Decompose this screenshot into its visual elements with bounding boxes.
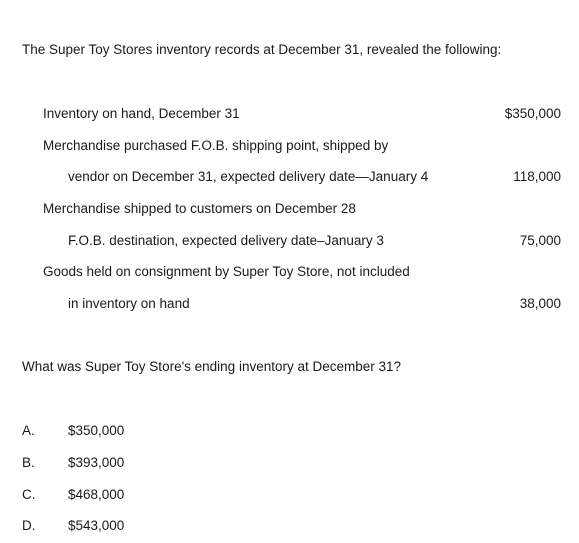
item-shipped-label: Merchandise shipped to customers on December 28 — [43, 201, 356, 216]
item-consignment-amount: 38,000 — [519, 296, 561, 311]
option-b-letter: B. — [22, 455, 35, 470]
option-d-value: $543,000 — [68, 518, 125, 533]
option-b-value: $393,000 — [68, 455, 125, 470]
question-text: What was Super Toy Store's ending inventory at December 31? — [22, 359, 402, 374]
item-purchased-label: Merchandise purchased F.O.B. shipping point, shipped by — [43, 138, 389, 153]
option-a-letter: A. — [22, 423, 35, 438]
item-inventory-on-hand-label: Inventory on hand, December 31 — [43, 106, 240, 121]
item-consignment-label-cont: in inventory on hand — [68, 296, 190, 311]
option-d-letter: D. — [22, 518, 36, 533]
item-consignment-label: Goods held on consignment by Super Toy Store, not included — [43, 264, 410, 279]
option-c-value: $468,000 — [68, 487, 125, 502]
option-c-letter: C. — [22, 487, 36, 502]
intro-text: The Super Toy Stores inventory records at December 31, revealed the following: — [22, 42, 502, 57]
item-purchased-label-cont: vendor on December 31, expected delivery date—January 4 — [68, 169, 429, 184]
item-shipped-label-cont: F.O.B. destination, expected delivery date–January 3 — [68, 233, 384, 248]
item-purchased-amount: 118,000 — [513, 169, 561, 184]
option-a-value: $350,000 — [68, 423, 125, 438]
item-inventory-on-hand-amount: $350,000 — [504, 106, 561, 121]
item-shipped-amount: 75,000 — [519, 233, 561, 248]
